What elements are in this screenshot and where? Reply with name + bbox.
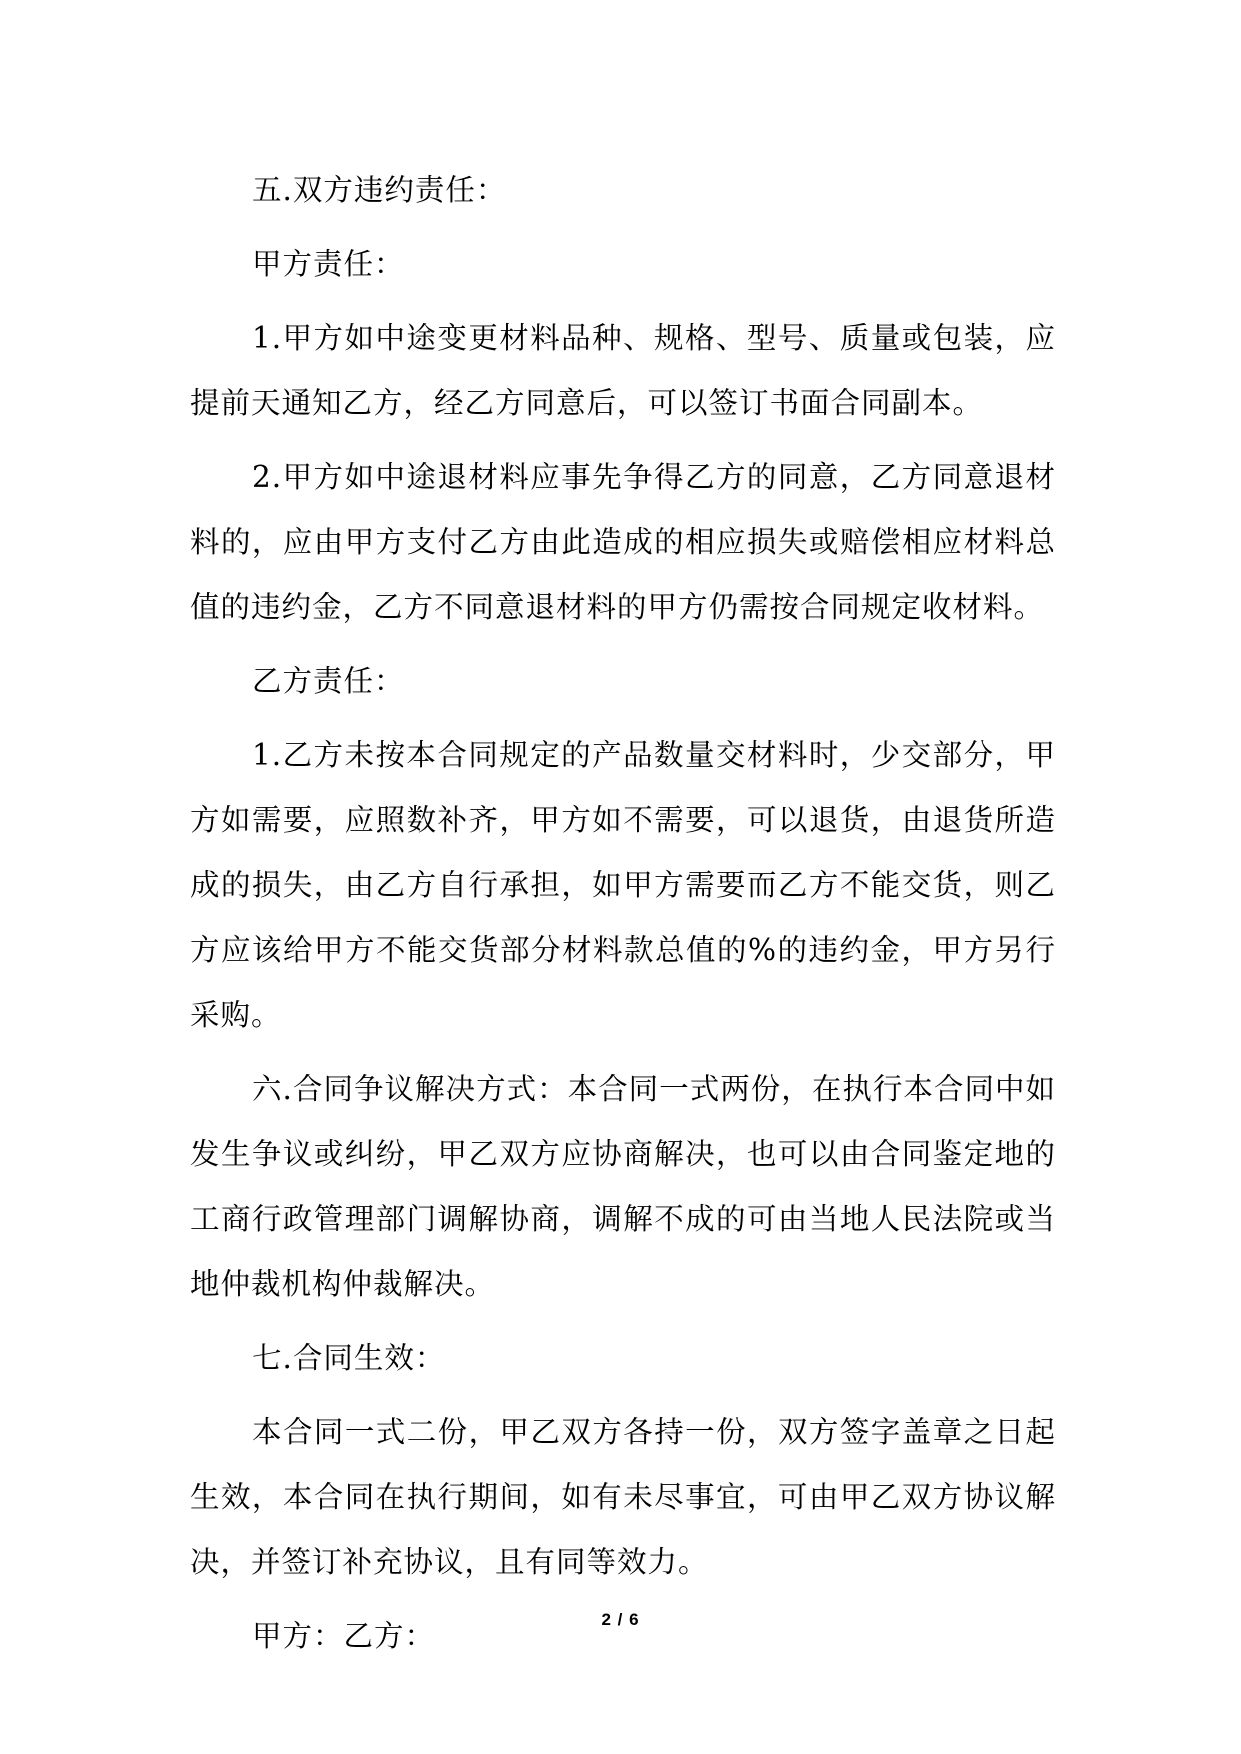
party-b-clause-1: 1.乙方未按本合同规定的产品数量交材料时，少交部分，甲方如需要，应照数补齐，甲方如不需要，可以退货，由退货所造成的损失，由乙方自行承担，如甲方需要而乙方不能交货，则乙方应该给甲方不能交货部分材料款总值的%的违约金，甲方另行采购。 [190,738,1056,1032]
party-a-clause-2: 2.甲方如中途退材料应事先争得乙方的同意，乙方同意退材料的，应由甲方支付乙方由此造成的相应损失或赔偿相应材料总值的违约金，乙方不同意退材料的甲方仍需按合同规定收材料。 [190,460,1056,624]
signature-line: 甲方：乙方： [252,1619,436,1653]
dispute-resolution-clause: 六.合同争议解决方式：本合同一式两份，在执行本合同中如发生争议或纠纷，甲乙双方应协商解决，也可以由合同鉴定地的工商行政管理部门调解协商，调解不成的可由当地人民法院或当地仲裁机构仲裁解决。 [190,1072,1056,1301]
section-heading-breach-liability: 五.双方违约责任： [252,173,507,207]
party-a-clause-1: 1.甲方如中途变更材料品种、规格、型号、质量或包装，应提前天通知乙方，经乙方同意后，可以签订书面合同副本。 [190,321,1056,420]
section-heading-contract-effect: 七.合同生效： [252,1341,446,1375]
party-a-liability-heading: 甲方责任： [252,247,405,281]
party-b-liability-heading: 乙方责任： [252,664,405,698]
page-number: 2 / 6 [601,1610,640,1629]
document-body [190,158,1056,1678]
contract-effect-clause: 本合同一式二份，甲乙双方各持一份，双方签字盖章之日起生效，本合同在执行期间，如有未尽事宜，可由甲乙双方协议解决，并签订补充协议，且有同等效力。 [190,1415,1056,1579]
